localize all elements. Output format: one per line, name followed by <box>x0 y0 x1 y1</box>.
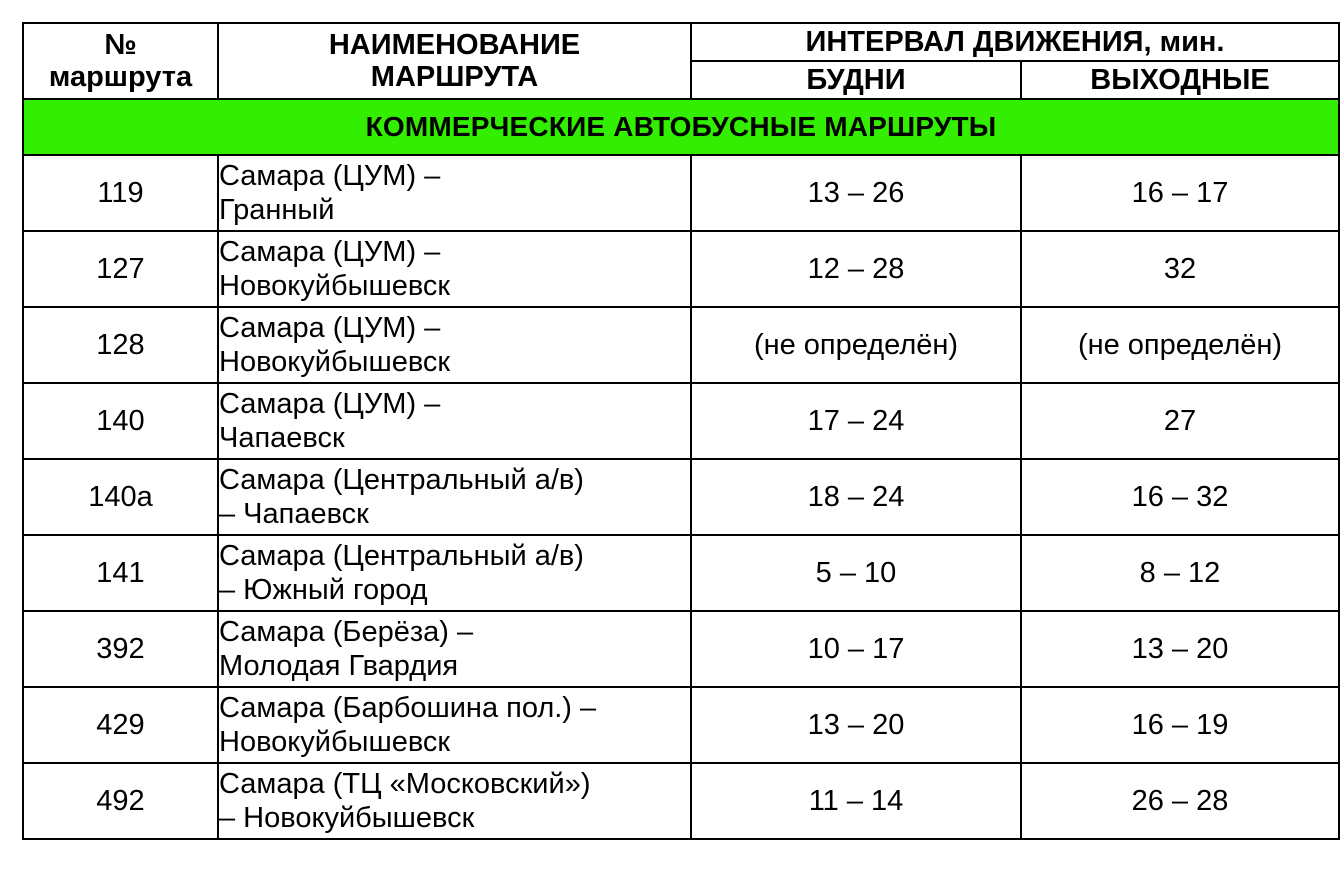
route-name-cell <box>218 687 691 763</box>
route-name-line2: Новокуйбышевск <box>219 726 451 758</box>
weekday-interval-cell: 11 – 14 <box>691 763 1021 839</box>
route-name-line1: Самара (Барбошина пол.) – <box>219 692 597 724</box>
weekday-interval-cell: 10 – 17 <box>691 611 1021 687</box>
route-number-header-line2: маршрута <box>48 61 193 93</box>
route-name-line1: Самара (Центральный а/в) <box>219 540 584 572</box>
route-name-line2: Новокуйбышевск <box>219 270 451 302</box>
route-name-line1: Самара (ТЦ «Московский») <box>219 768 591 800</box>
table-row <box>23 307 1339 383</box>
table-row <box>23 535 1339 611</box>
route-number-cell: 128 <box>23 307 218 383</box>
route-name-header-line1: НАИМЕНОВАНИЕ <box>328 29 581 61</box>
table-row <box>23 383 1339 459</box>
weekend-interval-cell: (не определён) <box>1021 307 1339 383</box>
route-name-cell <box>218 231 691 307</box>
route-name-cell <box>218 155 691 231</box>
route-number-cell: 140 <box>23 383 218 459</box>
route-name-line1: Самара (ЦУМ) – <box>219 160 441 192</box>
route-number-cell: 140а <box>23 459 218 535</box>
table-row <box>23 687 1339 763</box>
route-number-cell: 127 <box>23 231 218 307</box>
weekend-interval-cell: 16 – 17 <box>1021 155 1339 231</box>
route-name-cell <box>218 383 691 459</box>
route-number-cell: 392 <box>23 611 218 687</box>
table-row <box>23 459 1339 535</box>
section-title: КОММЕРЧЕСКИЕ АВТОБУСНЫЕ МАРШРУТЫ <box>23 99 1339 155</box>
route-name-cell <box>218 307 691 383</box>
route-name-line2: Гранный <box>219 194 335 226</box>
weekdays-header: БУДНИ <box>691 61 1021 99</box>
route-name-cell <box>218 611 691 687</box>
table-row <box>23 611 1339 687</box>
route-name-line2: – Чапаевск <box>219 498 369 530</box>
route-name-line1: Самара (ЦУМ) – <box>219 236 441 268</box>
weekend-interval-cell: 26 – 28 <box>1021 763 1339 839</box>
routes-table <box>22 22 1340 840</box>
route-name-line1: Самара (Центральный а/в) <box>219 464 584 496</box>
route-number-cell: 119 <box>23 155 218 231</box>
route-name-line2: – Южный город <box>219 574 428 606</box>
weekend-interval-cell: 16 – 19 <box>1021 687 1339 763</box>
weekend-interval-cell: 13 – 20 <box>1021 611 1339 687</box>
weekday-interval-cell: 12 – 28 <box>691 231 1021 307</box>
weekday-interval-cell: 5 – 10 <box>691 535 1021 611</box>
section-row <box>23 99 1339 155</box>
route-name-line1: Самара (ЦУМ) – <box>219 312 441 344</box>
weekend-interval-cell: 32 <box>1021 231 1339 307</box>
route-name-line1: Самара (ЦУМ) – <box>219 388 441 420</box>
route-name-header <box>218 23 691 99</box>
table-row <box>23 763 1339 839</box>
route-name-line1: Самара (Берёза) – <box>219 616 474 648</box>
route-number-cell: 429 <box>23 687 218 763</box>
table-row <box>23 155 1339 231</box>
weekends-header: ВЫХОДНЫЕ <box>1021 61 1339 99</box>
weekend-interval-cell: 8 – 12 <box>1021 535 1339 611</box>
route-name-line2: Новокуйбышевск <box>219 346 451 378</box>
route-number-cell: 492 <box>23 763 218 839</box>
route-name-line2: Чапаевск <box>219 422 345 454</box>
route-name-cell <box>218 763 691 839</box>
route-number-header <box>23 23 218 99</box>
weekday-interval-cell: 13 – 26 <box>691 155 1021 231</box>
route-name-header-line2: МАРШРУТА <box>370 61 539 93</box>
weekday-interval-cell: (не определён) <box>691 307 1021 383</box>
weekend-interval-cell: 27 <box>1021 383 1339 459</box>
table-row <box>23 231 1339 307</box>
route-number-cell: 141 <box>23 535 218 611</box>
weekday-interval-cell: 17 – 24 <box>691 383 1021 459</box>
interval-header: ИНТЕРВАЛ ДВИЖЕНИЯ, мин. <box>691 23 1339 61</box>
route-name-line2: Молодая Гвардия <box>219 650 459 682</box>
route-name-cell <box>218 459 691 535</box>
route-name-line2: – Новокуйбышевск <box>219 802 475 834</box>
route-number-header-line1: № <box>104 29 137 61</box>
weekday-interval-cell: 18 – 24 <box>691 459 1021 535</box>
weekday-interval-cell: 13 – 20 <box>691 687 1021 763</box>
weekend-interval-cell: 16 – 32 <box>1021 459 1339 535</box>
route-name-cell <box>218 535 691 611</box>
